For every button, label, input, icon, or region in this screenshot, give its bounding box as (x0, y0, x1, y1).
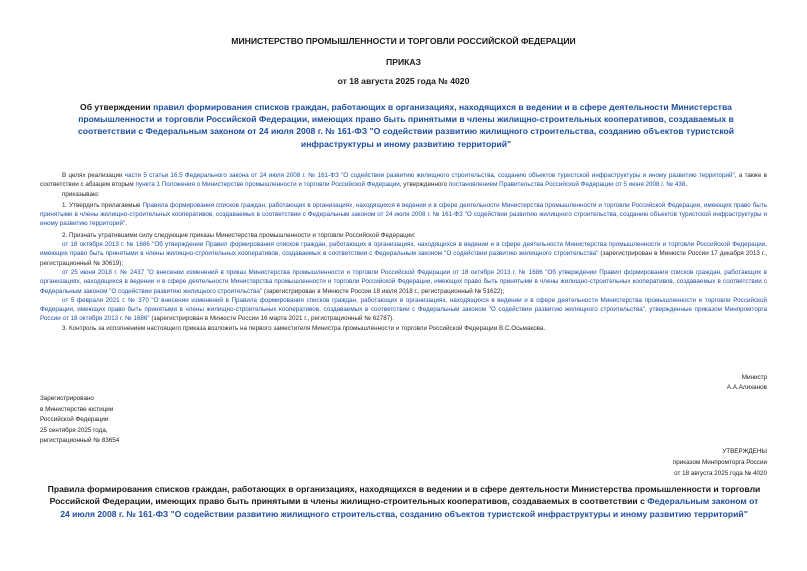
doc-type-heading: ПРИКАЗ (386, 57, 421, 67)
regulation-link[interactable]: пункта 1 Положения о Министерстве промышленности и торговли Российской Федерации (135, 181, 400, 189)
order-1686-link[interactable]: от 18 октября 2013 г. № 1686 "Об утверждении Правил формирования списков граждан, работающих в организациях, находящихся в ведении и в сфере деятельности Министерства промышленности и торговли Российской Федерации, имеющих право быть принятыми в члены жилищно-строительных кооперативов, создаваемых в соответствии с Федеральным законом "О содействии развитию жилищного строительства" (40, 241, 767, 258)
paragraph-3: 3. Контроль за исполнением настоящего приказа возложить на первого заместителя Министра промышленности и торговли Российской Федерации В.С.Осьмакова. (62, 324, 546, 332)
paragraph-2b: от 25 июня 2018 г. № 2437 "О внесении изменений в приказ Министерства промышленности и торговли Российской Федерации от 18 октября 2013 г. № 1686 "Об утверждении Правил формирования списков граждан, работающих в организациях, находящихся в ведении и в сфере деятельности Министерства промышленности и торговли Российской Федерации, имеющих право быть принятыми в члены жилищно-строительных кооперативов, создаваемых в соответствии с Федеральным законом "О содействии развитию жилищного строительства" (зарегистрирован в Минюсте России 18 июля 2018 г., регистрационный № 51622); (40, 268, 767, 295)
order-word: приказываю: (62, 190, 100, 198)
intro-paragraph: В целях реализации части 5 статьи 16.5 Федерального закона от 24 июля 2008 г. № 161-ФЗ "О содействии развитию жилищного строительства, созданию объектов туристской инфраструктуры и иному развитию территорий", а также в соответствии с абзацем вторым пункта 1 Положения о Министерстве промышленности и торговли Российской Федерации, утвержденного постановлением Правительства Российской Федерации от 5 июня 2008 г. № 438, (40, 172, 767, 189)
order-title (72, 101, 740, 150)
rules-link[interactable]: Правила формирования списков граждан, работающих в организациях, находящихся в ведении и в сфере деятельности Министерства промышленности и торговли Российской Федерации, имеющих право быть принятыми в члены жилищно-строительных кооперативов, создаваемых в соответствии с Федеральным законом от 24 июля 2008 г. № 161-ФЗ "О содействии развитию жилищного строительства, созданию объектов туристской инфраструктуры и иному развитию территорий" (40, 201, 768, 228)
approved-block: УТВЕРЖДЕНЫ приказом Минпромторга России от 18 августа 2025 года № 4020 (672, 448, 767, 477)
order-body (40, 171, 767, 333)
registration-block: Зарегистрировано в Министерстве юстиции Российской Федерации 25 сентября 2025 года, регистрационный № 83654 (40, 395, 120, 445)
order-title-text: Об утверждении (80, 102, 154, 112)
paragraph-1: 1. Утвердить прилагаемые Правила формирования списков граждан, работающих в организациях, находящихся в ведении и в сфере деятельности Министерства промышленности и торговли Российской Федерации, имеющих право быть принятыми в члены жилищно-строительных кооперативов, создаваемых в соответствии с Федеральным законом от 24 июля 2008 г. № 161-ФЗ "О содействии развитию жилищного строительства, созданию объектов туристской инфраструктуры и иному развитию территорий". (40, 201, 768, 228)
paragraph-2a: от 18 октября 2013 г. № 1686 "Об утверждении Правил формирования списков граждан, работающих в организациях, находящихся в ведении и в сфере деятельности Министерства промышленности и торговли Российской Федерации, имеющих право быть принятыми в члены жилищно-строительных кооперативов, создаваемых в соответствии с Федеральным законом "О содействии развитию жилищного строительства" (зарегистрирован в Минюсте России 17 декабря 2013 г., регистрационный № 30619); (40, 241, 767, 267)
federal-law-link[interactable]: Федеральным законом от 24 июля 2008 г. № 161-ФЗ "О содействии развитию жилищного строительства, созданию объектов туристской инфраструктуры и иному развитию территорий" (60, 496, 759, 519)
paragraph-2c: от 5 февраля 2021 г. № 370 "О внесении изменений в Правила формирования списков граждан, работающих в организациях, находящихся в ведении и в сфере деятельности Министерства промышленности и торговли Российской Федерации, имеющих право быть принятыми в члены жилищно-строительных кооперативов, создаваемых в соответствии с Федеральным законом "О содействии развитию жилищного строительства", утвержденные приказом Минпромторга России от 18 октября 2013 г. № 1686" (зарегистрирован в Минюсте России 16 марта 2021 г., регистрационный № 62787). (40, 296, 767, 323)
ministry-heading: МИНИСТЕРСТВО ПРОМЫШЛЕННОСТИ И ТОРГОВЛИ РОССИЙСКОЙ ФЕДЕРАЦИИ (231, 36, 576, 46)
signer-name: А.А.Алиханов (726, 384, 767, 391)
order-2437-link[interactable]: от 25 июня 2018 г. № 2437 "О внесении изменений в приказ Министерства промышленности и торговли Российской Федерации от 18 октября 2013 г. № 1686 "Об утверждении Правил формирования списков граждан, работающих в организациях, находящихся в ведении и в сфере деятельности Министерства промышленности и торговли Российской Федерации, имеющих право быть принятыми в члены жилищно-строительных кооперативов, создаваемых в соответствии с Федеральным законом "О содействии развитию жилищного строительства" (40, 268, 767, 295)
signer-block (727, 373, 767, 393)
order-370-link[interactable]: от 5 февраля 2021 г. № 370 "О внесении изменений в Правила формирования списков граждан, работающих в организациях, находящихся в ведении и в сфере деятельности Министерства промышленности и торговли Российской Федерации, имеющих право быть принятыми в члены жилищно-строительных кооперативов, создаваемых в соответствии с Федеральным законом "О содействии развитию жилищного строительства", утвержденные приказом Минпромторга России от 18 октября 2013 г. № 1686" (40, 296, 767, 323)
paragraph-2: 2. Признать утратившими силу следующие приказы Министерства промышленности и торговли Российской Федерации: (62, 231, 416, 239)
signer-position: Министр (741, 374, 767, 381)
order-title-link[interactable]: правил формирования списков граждан, работающих в организациях, находящихся в ведении и в сфере деятельности Министерства промышленности и торговли Российской Федерации, имеющих право быть принятыми в члены жилищно-строительных кооперативов, создаваемых в соответствии с Федеральным законом от 24 июля 2008 г. № 161-ФЗ "О содействии развитию жилищного строительства, созданию объектов туристской инфраструктуры и иному развитию территорий" (77, 102, 735, 149)
rules-title: Правила формирования списков граждан, работающих в организациях, находящихся в ведении и в сфере деятельности Министерства промышленности и торговли Российской Федерации, имеющих право быть принятыми в члены жилищно-строительных кооперативов, создаваемых в соответствии с Федеральным законом от 24 июля 2008 г. № 161-ФЗ "О содействии развитию жилищного строительства, созданию объектов туристской инфраструктуры и иному развитию территорий" (47, 484, 761, 519)
resolution-link[interactable]: постановлением Правительства Российской Федерации от 5 июня 2008 г. № 438 (448, 181, 686, 189)
order-date-number: от 18 августа 2025 года № 4020 (337, 76, 470, 86)
law-link[interactable]: части 5 статьи 16.5 Федерального закона от 24 июля 2008 г. № 161-ФЗ "О содействии развитию жилищного строительства, созданию объектов туристской инфраструктуры и иному развитию территорий" (124, 172, 735, 179)
